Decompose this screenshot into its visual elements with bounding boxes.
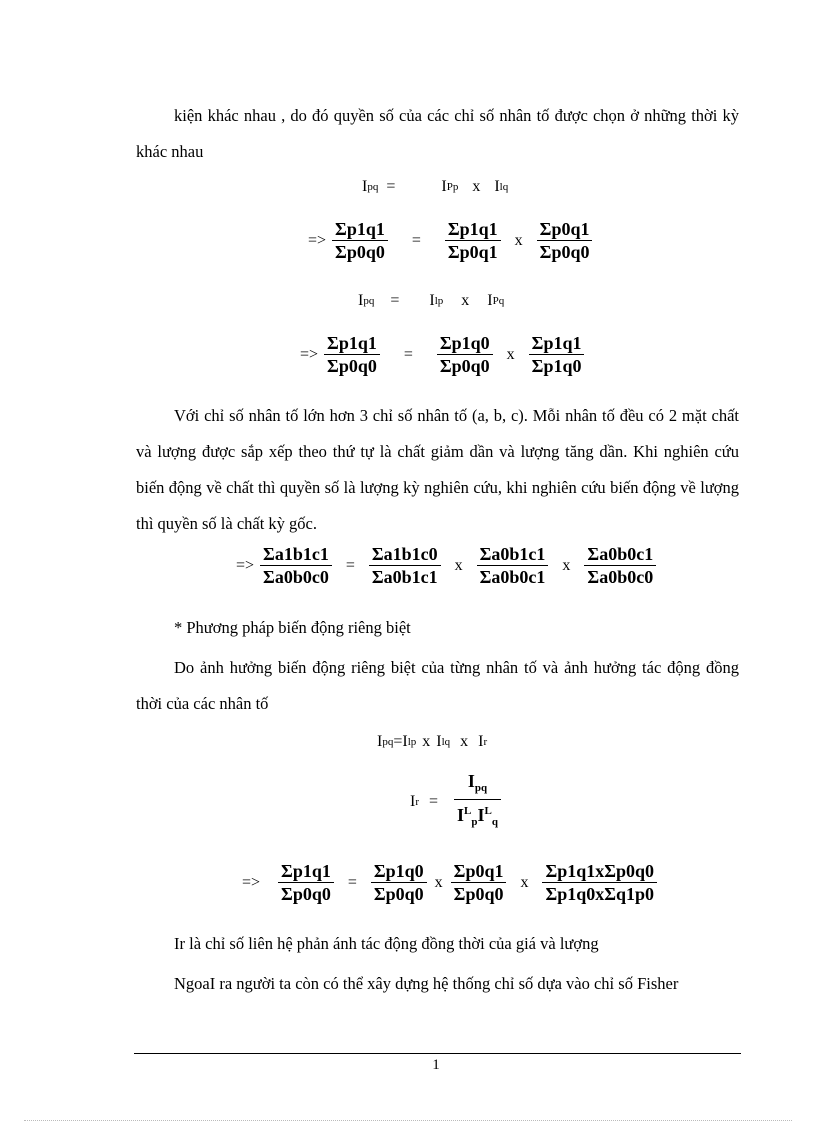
formula-isolated-effect <box>377 733 487 751</box>
equals-sign: = <box>386 178 396 195</box>
denominator: Σa0b0c0 <box>587 567 654 587</box>
equals-sign: = <box>411 231 421 249</box>
fraction <box>260 543 332 588</box>
paragraph-5: Ir là chỉ số liên hệ phản ánh tác động đồng thời của giá và lượng <box>174 934 599 953</box>
paragraph-2: Với chỉ số nhân tố lớn hơn 3 chỉ số nhân tố (a, b, c). Mỗi nhân tố đều có 2 mặt chất và lượng được sắp xếp theo thứ tự là chất giảm dần và lượng tăng dần. Khi nghiên cứu biến động về chất thì quyền số là lượng kỳ nghiên cứu, khi nghiên cứu biến động về lượng thì quyền số là chất kỳ gốc. <box>136 406 739 533</box>
fraction <box>332 218 388 263</box>
formula-subscript: p <box>437 295 444 307</box>
formula-fraction-equation-1 <box>308 218 598 263</box>
formula-symbol: I <box>362 178 368 195</box>
fraction <box>437 332 493 377</box>
implies-arrow: => <box>242 873 261 891</box>
numerator: Σa1b1c1 <box>263 544 329 564</box>
equals-sign: = <box>429 792 439 810</box>
formula-symbol: I <box>478 733 484 750</box>
formula-subscript: r <box>415 795 419 808</box>
denominator: Σp0q0 <box>281 884 331 904</box>
fraction <box>369 543 441 588</box>
section-heading: * Phương pháp biến động riêng biệt <box>174 618 411 637</box>
multiply-sign: x <box>520 873 529 891</box>
formula-symbol: I <box>377 733 383 750</box>
formula-subscript: q <box>502 181 509 193</box>
page-boundary-dotted <box>24 1120 792 1121</box>
paragraph-1: kiện khác nhau , do đó quyền số của các chỉ số nhân tố được chọn ở những thời kỳ khác nhau <box>136 106 739 161</box>
formula-superscript: l <box>407 736 411 748</box>
numerator: Σp0q1 <box>453 861 504 881</box>
page-number: 1 <box>432 1057 440 1073</box>
multiply-sign: x <box>434 873 443 891</box>
fraction <box>584 543 656 588</box>
multiply-sign: x <box>461 292 470 309</box>
formula-symbol: I <box>441 178 447 195</box>
numerator: Σp1q0 <box>439 333 490 353</box>
numerator: Σp1q1 <box>327 333 377 353</box>
formula-subscript: r <box>483 736 488 748</box>
formula-subscript: pq <box>382 736 394 748</box>
formula-index-decomposition-1 <box>362 178 508 196</box>
formula-superscript: l <box>499 181 503 193</box>
numerator: Σp1q1xΣp0q0 <box>545 861 655 881</box>
fraction <box>324 332 380 377</box>
formula-superscript: L <box>464 805 472 817</box>
multiply-sign: x <box>472 178 481 195</box>
denominator: Σp0q0 <box>373 884 424 904</box>
implies-arrow: => <box>236 556 255 574</box>
formula-interaction-index <box>410 770 507 833</box>
numerator: Σa0b0c1 <box>587 544 654 564</box>
multiply-sign: x <box>562 556 571 574</box>
denominator: Σp1q0xΣq1p0 <box>545 884 655 904</box>
numerator: Σp1q1 <box>447 219 498 239</box>
fraction <box>454 770 501 833</box>
denominator: Σp0q1 <box>447 242 498 262</box>
formula-subscript: q <box>444 736 451 748</box>
formula-subscript: pq <box>363 295 375 307</box>
formula-symbol: I <box>410 792 416 810</box>
equals-sign: = <box>390 292 400 309</box>
fraction <box>445 218 501 263</box>
denominator: Σp1q0 <box>531 356 582 376</box>
formula-symbol: I <box>402 733 408 750</box>
footer-rule <box>134 1053 741 1054</box>
numerator: Σp1q1 <box>281 861 331 881</box>
formula-symbol: I <box>457 805 465 825</box>
fraction <box>537 218 593 263</box>
numerator: Σa1b1c0 <box>371 544 438 564</box>
formula-symbol: I <box>467 771 475 791</box>
equals-sign: = <box>403 345 413 363</box>
numerator: Σp1q1 <box>531 333 582 353</box>
fraction <box>477 543 549 588</box>
formula-superscript: L <box>484 805 492 817</box>
denominator: Σp0q0 <box>335 242 385 262</box>
numerator: Σp1q1 <box>335 219 385 239</box>
paragraph-4: Do ảnh hưởng biến động riêng biệt của từng nhân tố và ảnh hưởng tác động đồng thời của các nhân tố <box>136 658 739 713</box>
numerator: Σa0b1c1 <box>479 544 546 564</box>
numerator: Σp1q0 <box>373 861 424 881</box>
formula-subscript: p <box>410 736 417 748</box>
equals-sign: = <box>393 733 403 750</box>
denominator: Σa0b0c0 <box>263 567 329 587</box>
formula-symbol: I <box>487 292 493 309</box>
formula-symbol: I <box>358 292 364 309</box>
denominator: Σa0b1c1 <box>371 567 438 587</box>
formula-symbol: I <box>429 292 435 309</box>
equals-sign: = <box>347 873 357 891</box>
denominator: Σp0q0 <box>539 242 590 262</box>
fraction <box>542 860 657 905</box>
formula-symbol: I <box>494 178 500 195</box>
multiply-sign: x <box>454 556 463 574</box>
multiply-sign: x <box>514 231 523 249</box>
formula-subscript: p <box>471 816 478 828</box>
formula-subscript: p <box>452 181 459 193</box>
implies-arrow: => <box>300 345 319 363</box>
formula-superscript: l <box>434 295 438 307</box>
formula-subscript: q <box>491 816 498 828</box>
denominator: Σp0q0 <box>453 884 504 904</box>
fraction <box>278 860 334 905</box>
denominator: Σp0q0 <box>327 356 377 376</box>
denominator <box>454 800 501 833</box>
denominator: Σp0q0 <box>439 356 490 376</box>
denominator: Σa0b0c1 <box>479 567 546 587</box>
multiply-sign: x <box>422 733 431 750</box>
multiply-sign: x <box>460 733 469 750</box>
formula-subscript: q <box>498 295 505 307</box>
formula-subscript: pq <box>474 782 488 794</box>
formula-index-decomposition-2 <box>358 292 504 310</box>
formula-superscript: P <box>446 181 453 193</box>
formula-fraction-equation-2 <box>300 332 590 377</box>
equals-sign: = <box>345 556 355 574</box>
paragraph-6: NgoaI ra người ta còn có thể xây dựng hệ thống chỉ số dựa vào chỉ số Fisher <box>174 974 679 993</box>
formula-full-decomposition <box>242 860 663 905</box>
multiply-sign: x <box>506 345 515 363</box>
implies-arrow: => <box>308 231 327 249</box>
numerator: Σp0q1 <box>539 219 590 239</box>
fraction <box>451 860 507 905</box>
formula-symbol: I <box>477 805 485 825</box>
formula-three-factor <box>236 543 662 588</box>
formula-superscript: l <box>441 736 445 748</box>
formula-symbol: I <box>436 733 442 750</box>
fraction <box>529 332 585 377</box>
formula-superscript: P <box>492 295 499 307</box>
numerator <box>465 770 490 799</box>
fraction <box>371 860 427 905</box>
formula-subscript: pq <box>367 181 379 193</box>
